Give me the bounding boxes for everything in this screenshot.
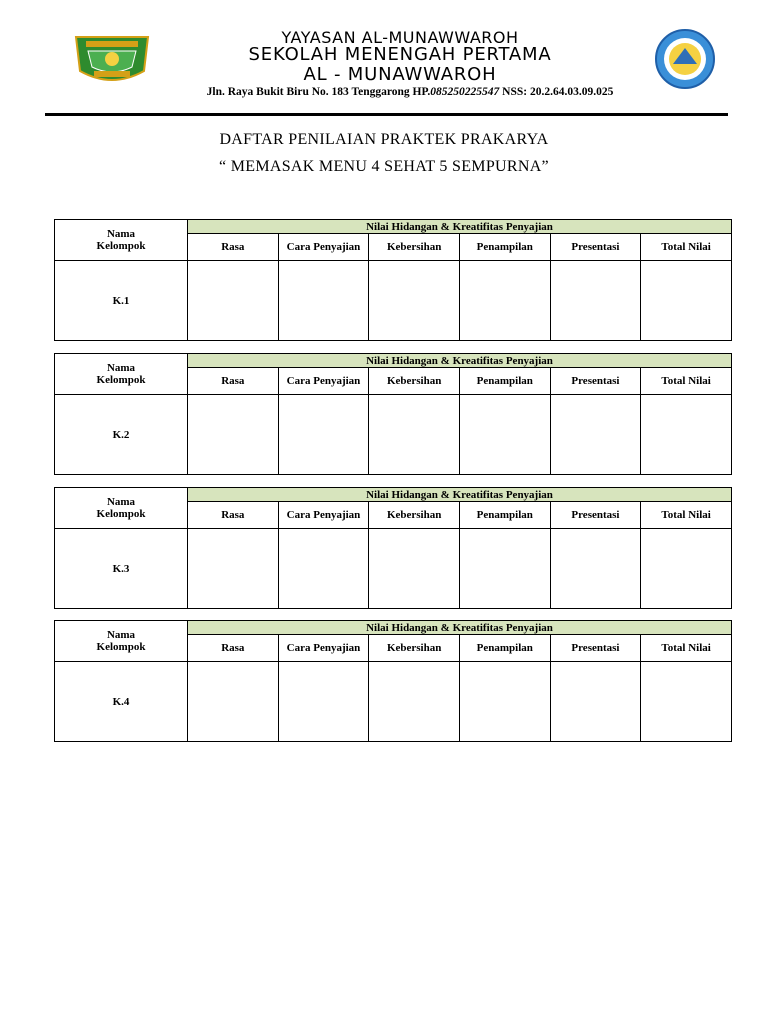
score-cell-cara-penyajian[interactable]: [278, 261, 369, 341]
col-penampilan: Penampilan: [459, 368, 550, 395]
score-cell-presentasi[interactable]: [550, 529, 641, 609]
document-subtitle: “ MEMASAK MENU 4 SEHAT 5 SEMPURNA”: [219, 158, 549, 175]
col-cara-penyajian: Cara Penyajian: [278, 635, 369, 662]
col-total-nilai: Total Nilai: [641, 368, 732, 395]
foundation-name: YAYASAN AL-MUNAWWAROH: [281, 28, 519, 47]
group-label: K.2: [55, 395, 188, 475]
col-penampilan: Penampilan: [459, 635, 550, 662]
score-cell-rasa[interactable]: [188, 662, 279, 742]
regional-emblem-logo: [72, 33, 152, 85]
score-cell-rasa[interactable]: [188, 261, 279, 341]
name-column-header: Nama Kelompok: [55, 488, 188, 529]
score-group-header: Nilai Hidangan & Kreatifitas Penyajian: [188, 354, 732, 368]
group-label: K.3: [55, 529, 188, 609]
score-cell-rasa[interactable]: [188, 395, 279, 475]
name-column-header: Nama Kelompok: [55, 220, 188, 261]
score-cell-penampilan[interactable]: [459, 529, 550, 609]
score-cell-cara-penyajian[interactable]: [278, 395, 369, 475]
score-cell-presentasi[interactable]: [550, 662, 641, 742]
school-name-line2: AL - MUNAWWAROH: [303, 64, 497, 85]
col-presentasi: Presentasi: [550, 635, 641, 662]
col-penampilan: Penampilan: [459, 502, 550, 529]
group-label: K.4: [55, 662, 188, 742]
address-text: Jln. Raya Bukit Biru No. 183 Tenggarong HP.: [206, 86, 431, 98]
col-rasa: Rasa: [188, 368, 279, 395]
document-title: DAFTAR PENILAIAN PRAKTEK PRAKARYA: [219, 131, 549, 148]
col-cara-penyajian: Cara Penyajian: [278, 368, 369, 395]
score-cell-penampilan[interactable]: [459, 395, 550, 475]
score-cell-presentasi[interactable]: [550, 261, 641, 341]
col-total-nilai: Total Nilai: [641, 502, 732, 529]
col-kebersihan: Kebersihan: [369, 234, 460, 261]
score-table-k1: [54, 219, 732, 340]
col-total-nilai: Total Nilai: [641, 234, 732, 261]
col-cara-penyajian: Cara Penyajian: [278, 502, 369, 529]
col-rasa: Rasa: [188, 635, 279, 662]
score-cell-cara-penyajian[interactable]: [278, 529, 369, 609]
col-presentasi: Presentasi: [550, 368, 641, 395]
col-kebersihan: Kebersihan: [369, 502, 460, 529]
name-column-header: Nama Kelompok: [55, 354, 188, 395]
score-cell-total[interactable]: [641, 529, 732, 609]
col-rasa: Rasa: [188, 502, 279, 529]
score-group-header: Nilai Hidangan & Kreatifitas Penyajian: [188, 621, 732, 635]
col-kebersihan: Kebersihan: [369, 368, 460, 395]
score-table-k3: [54, 487, 732, 608]
score-group-header: Nilai Hidangan & Kreatifitas Penyajian: [188, 220, 732, 234]
col-rasa: Rasa: [188, 234, 279, 261]
score-cell-cara-penyajian[interactable]: [278, 662, 369, 742]
col-total-nilai: Total Nilai: [641, 635, 732, 662]
score-cell-total[interactable]: [641, 662, 732, 742]
score-cell-kebersihan[interactable]: [369, 395, 460, 475]
score-table-k2: [54, 353, 732, 474]
group-label: K.1: [55, 261, 188, 341]
nss-number: NSS: 20.2.64.03.09.025: [499, 86, 614, 98]
score-table-k4: [54, 620, 732, 741]
score-group-header: Nilai Hidangan & Kreatifitas Penyajian: [188, 488, 732, 502]
score-cell-total[interactable]: [641, 395, 732, 475]
col-kebersihan: Kebersihan: [369, 635, 460, 662]
school-address: [110, 86, 710, 98]
score-cell-kebersihan[interactable]: [369, 529, 460, 609]
score-cell-rasa[interactable]: [188, 529, 279, 609]
score-cell-presentasi[interactable]: [550, 395, 641, 475]
col-cara-penyajian: Cara Penyajian: [278, 234, 369, 261]
score-cell-penampilan[interactable]: [459, 662, 550, 742]
col-presentasi: Presentasi: [550, 234, 641, 261]
score-cell-penampilan[interactable]: [459, 261, 550, 341]
score-cell-kebersihan[interactable]: [369, 662, 460, 742]
school-emblem-logo: [646, 28, 724, 90]
col-presentasi: Presentasi: [550, 502, 641, 529]
school-name-line1: SEKOLAH MENENGAH PERTAMA: [248, 44, 552, 65]
score-cell-kebersihan[interactable]: [369, 261, 460, 341]
col-penampilan: Penampilan: [459, 234, 550, 261]
name-column-header: Nama Kelompok: [55, 621, 188, 662]
score-cell-total[interactable]: [641, 261, 732, 341]
header-divider: [45, 113, 728, 116]
phone-number: 085250225547: [430, 86, 500, 98]
